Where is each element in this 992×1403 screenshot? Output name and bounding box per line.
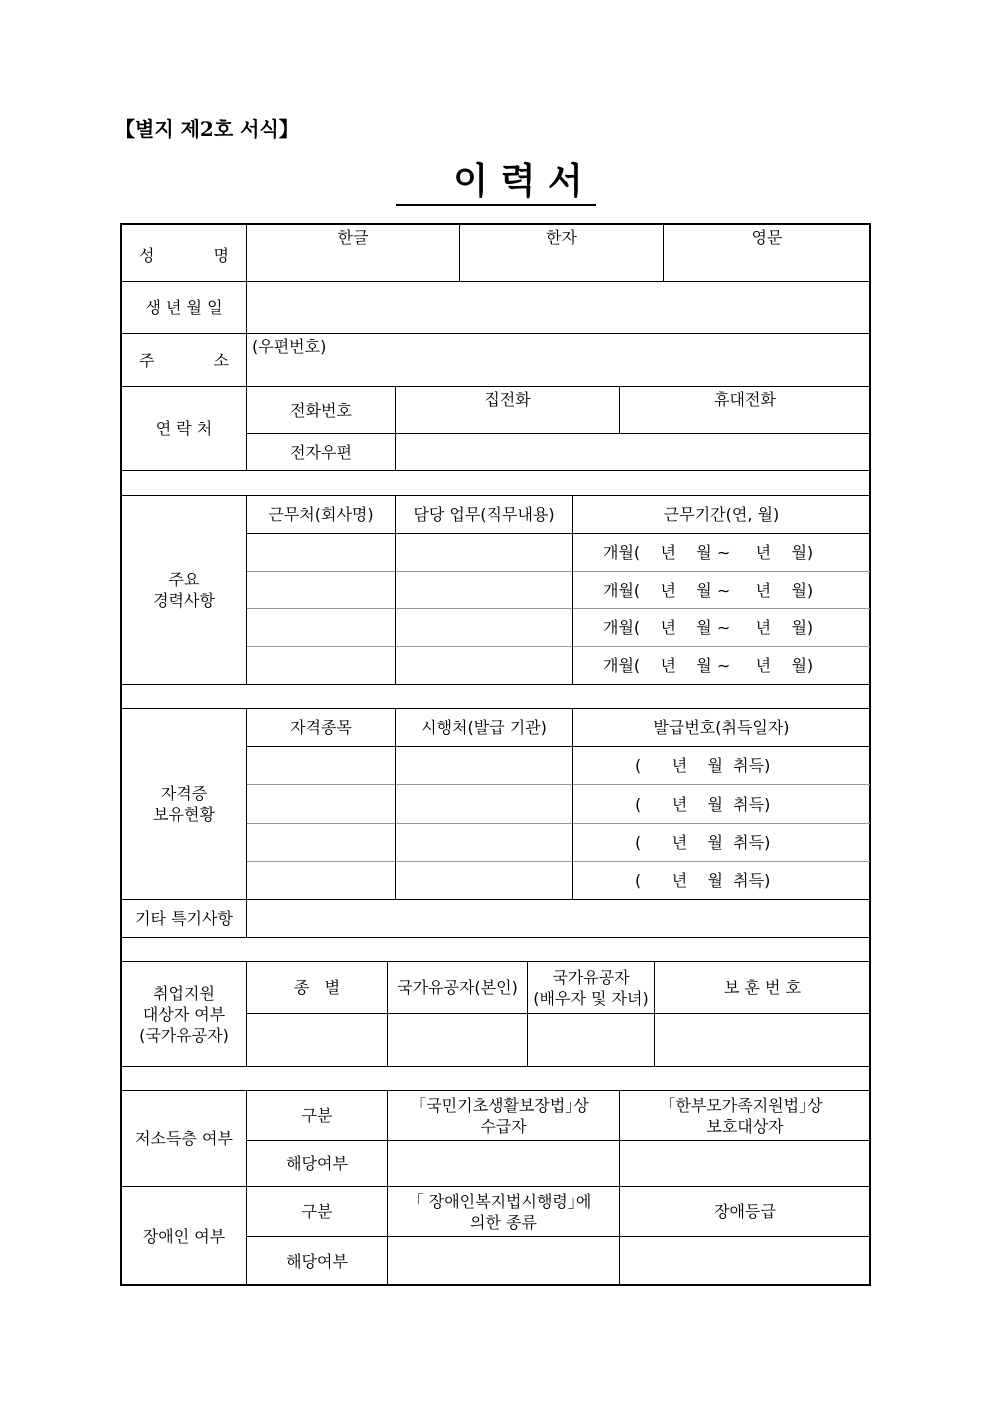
disability-type-field[interactable] <box>388 1237 619 1285</box>
license-label-line: 보유현황 <box>153 805 215 824</box>
row-divider <box>121 470 870 471</box>
disability-grade-field[interactable] <box>620 1237 870 1285</box>
home-phone-field[interactable] <box>396 387 619 433</box>
disability-grade-header: 장애등급 <box>714 1202 776 1221</box>
name-hangul-caption: 한글 <box>337 228 369 247</box>
document-title <box>396 160 596 206</box>
name-hanja-field[interactable] <box>460 225 663 281</box>
license-issuer-field[interactable] <box>396 747 572 784</box>
career-duty-field[interactable] <box>396 609 572 646</box>
name-english-caption: 영문 <box>751 228 783 247</box>
address-label-part: 주 <box>139 350 155 370</box>
veteran-family-header <box>528 962 654 1013</box>
license-issuer-field[interactable] <box>396 862 572 899</box>
license-issuer-field[interactable] <box>396 824 572 861</box>
name-label-part: 명 <box>213 245 229 265</box>
row-divider <box>121 937 870 938</box>
home-phone-caption: 집전화 <box>484 390 531 409</box>
career-label <box>122 496 246 684</box>
license-header-issuer: 시행처(발급 기관) <box>421 718 547 737</box>
license-type-field[interactable] <box>247 747 395 784</box>
veteran-type-field[interactable] <box>247 1014 387 1066</box>
career-duty-field[interactable] <box>396 572 572 608</box>
license-label-line: 자격증 <box>160 784 208 803</box>
license-issuer-field[interactable] <box>396 785 572 823</box>
disability-type-line: ｢ 장애인복지법시행령｣에 <box>415 1191 592 1211</box>
low-income-applicable-label: 해당여부 <box>286 1154 348 1173</box>
document-title-text: 이 력 서 <box>453 161 583 202</box>
veteran-label-line: 취업지원 <box>153 983 215 1003</box>
career-label-line: 경력사항 <box>153 591 215 610</box>
birth-date-field[interactable] <box>247 282 870 333</box>
row-divider <box>121 1066 870 1067</box>
veteran-type-header: 종 별 <box>293 978 341 997</box>
career-company-field[interactable] <box>247 609 395 646</box>
address-field[interactable] <box>247 334 870 386</box>
name-label <box>122 238 246 272</box>
license-number-field[interactable]: ( 년 월 취득) <box>635 794 771 814</box>
veteran-self-header: 국가유공자(본인) <box>397 978 518 997</box>
other-skills-field[interactable] <box>247 900 870 937</box>
career-period-field[interactable]: 개월( 년 월 ∼ 년 월) <box>603 580 814 600</box>
career-label-line: 주요 <box>168 570 200 589</box>
disability-type-line: 의한 종류 <box>470 1212 537 1232</box>
veteran-self-field[interactable] <box>388 1014 527 1066</box>
disability-applicable-label: 해당여부 <box>286 1251 348 1271</box>
basic-livelihood-line: ｢국민기초생활보장법｣상 <box>418 1095 589 1115</box>
license-type-field[interactable] <box>247 824 395 861</box>
contact-label: 연 락 처 <box>155 419 213 438</box>
email-label: 전자우편 <box>290 442 352 462</box>
license-number-field[interactable]: ( 년 월 취득) <box>635 756 771 775</box>
career-company-field[interactable] <box>247 572 395 608</box>
single-parent-header <box>620 1091 870 1140</box>
address-label <box>122 334 246 386</box>
license-type-field[interactable] <box>247 862 395 899</box>
single-parent-line: 보호대상자 <box>706 1116 784 1136</box>
email-field[interactable] <box>396 434 870 470</box>
license-type-field[interactable] <box>247 785 395 823</box>
license-number-field[interactable]: ( 년 월 취득) <box>635 833 771 852</box>
name-hangul-field[interactable] <box>247 225 459 281</box>
license-header-type: 자격종목 <box>290 718 352 737</box>
birth-date-label: 생 년 월 일 <box>145 298 223 317</box>
mobile-phone-caption: 휴대전화 <box>714 390 776 409</box>
name-english-field[interactable] <box>664 225 870 281</box>
career-period-field[interactable]: 개월( 년 월 ∼ 년 월) <box>603 618 814 637</box>
phone-label: 전화번호 <box>290 400 352 420</box>
mobile-phone-field[interactable] <box>620 387 870 433</box>
row-divider <box>121 684 870 685</box>
single-parent-line: ｢한부모가족지원법｣상 <box>667 1095 823 1115</box>
address-label-part: 소 <box>213 350 229 370</box>
disability-type-header <box>388 1187 619 1236</box>
basic-livelihood-line: 수급자 <box>480 1116 527 1136</box>
name-hanja-caption: 한자 <box>546 228 577 247</box>
single-parent-field[interactable] <box>620 1141 870 1186</box>
career-header-duty: 담당 업무(직무내용) <box>413 505 555 524</box>
career-header-company: 근무처(회사명) <box>268 505 374 524</box>
veteran-family-line: 국가유공자 <box>552 967 630 987</box>
veteran-number-field[interactable] <box>655 1014 870 1066</box>
veteran-number-header: 보 훈 번 호 <box>723 978 802 997</box>
postal-code-caption: (우편번호) <box>252 337 327 356</box>
license-number-field[interactable]: ( 년 월 취득) <box>635 871 771 890</box>
license-header-number: 발급번호(취득일자) <box>653 718 790 737</box>
veteran-family-field[interactable] <box>528 1014 654 1066</box>
name-label-part: 성 <box>139 245 155 265</box>
form-number-label: 【별지 제2호 서식】 <box>115 117 299 141</box>
career-company-field[interactable] <box>247 647 395 684</box>
disability-label: 장애인 여부 <box>142 1226 226 1246</box>
career-period-field[interactable]: 개월( 년 월 ∼ 년 월) <box>603 543 814 562</box>
low-income-category-label: 구분 <box>301 1106 333 1125</box>
low-income-label: 저소득층 여부 <box>135 1129 233 1148</box>
veteran-label-line: 대상자 여부 <box>142 1004 226 1024</box>
veteran-label <box>122 962 246 1066</box>
career-duty-field[interactable] <box>396 647 572 684</box>
career-period-field[interactable]: 개월( 년 월 ∼ 년 월) <box>603 656 814 675</box>
career-company-field[interactable] <box>247 534 395 571</box>
career-header-period: 근무기간(연, 월) <box>663 505 780 524</box>
other-skills-label: 기타 특기사항 <box>135 909 233 928</box>
disability-category-label: 구분 <box>301 1202 333 1221</box>
career-duty-field[interactable] <box>396 534 572 571</box>
basic-livelihood-header <box>388 1091 619 1140</box>
veteran-label-line: (국가유공자) <box>139 1025 229 1045</box>
license-label <box>122 709 246 899</box>
basic-livelihood-field[interactable] <box>388 1141 619 1186</box>
veteran-family-line: (배우자 및 자녀) <box>533 988 649 1008</box>
